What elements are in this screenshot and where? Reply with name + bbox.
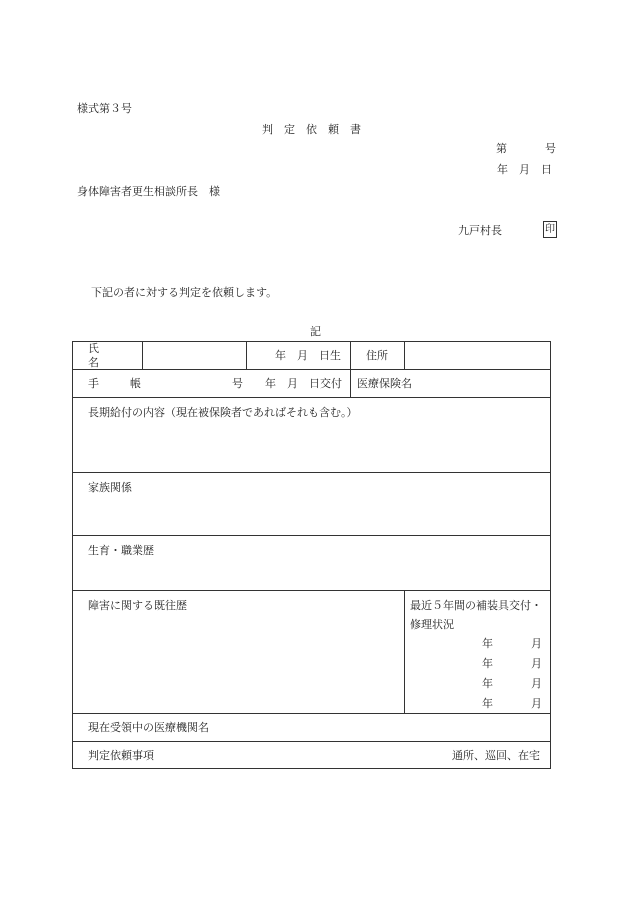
addressee: 身体障害者更生相談所長 様 bbox=[77, 185, 220, 198]
ki-heading: 記 bbox=[310, 325, 321, 338]
seal-stamp: 印 bbox=[543, 221, 557, 238]
insurance-field[interactable] bbox=[351, 370, 551, 398]
table-row bbox=[73, 398, 551, 473]
table-row bbox=[73, 536, 551, 591]
pension-field[interactable] bbox=[73, 398, 551, 473]
table-row bbox=[73, 342, 551, 370]
family-field[interactable] bbox=[73, 473, 551, 536]
issuer-name: 九戸村長 bbox=[458, 224, 502, 237]
request-form-table bbox=[72, 341, 551, 769]
career-label: 生育・職業歴 bbox=[88, 544, 154, 557]
issue-date: 年 月 日 bbox=[497, 163, 552, 176]
techo-field[interactable] bbox=[73, 370, 351, 398]
insurance-label: 医療保険名 bbox=[357, 376, 412, 390]
table-row bbox=[73, 370, 551, 398]
year-label: 年 bbox=[482, 636, 493, 650]
pension-label: 長期給付の内容（現在被保険者であればそれも含む。） bbox=[88, 406, 358, 419]
techo-issue-date: 号 年 月 日交付 bbox=[232, 376, 342, 390]
number-suffix: 号 bbox=[545, 142, 556, 155]
month-label: 月 bbox=[531, 656, 542, 670]
table-row bbox=[73, 714, 551, 742]
current-hospital-field[interactable] bbox=[73, 714, 551, 742]
table-row bbox=[73, 742, 551, 769]
judgment-label: 判定依頼事項 bbox=[88, 748, 154, 762]
month-label: 月 bbox=[531, 696, 542, 710]
form-number: 様式第３号 bbox=[77, 102, 132, 115]
document-title: 判定依頼書 bbox=[262, 123, 372, 136]
table-row bbox=[73, 591, 551, 714]
month-label: 月 bbox=[531, 636, 542, 650]
year-label: 年 bbox=[482, 696, 493, 710]
medical-history-label: 障害に関する既往歴 bbox=[88, 599, 187, 612]
judgment-options: 通所、巡回、在宅 bbox=[452, 748, 540, 762]
device-history-title2: 修理状況 bbox=[410, 618, 454, 632]
name-field[interactable] bbox=[143, 342, 247, 370]
device-history-field[interactable] bbox=[405, 591, 551, 714]
address-field[interactable] bbox=[405, 342, 551, 370]
intro-text: 下記の者に対する判定を依頼します。 bbox=[91, 286, 278, 299]
history-entry[interactable] bbox=[410, 673, 550, 693]
year-label: 年 bbox=[482, 656, 493, 670]
document-number bbox=[496, 143, 556, 154]
dob-field[interactable]: 年 月 日生 bbox=[247, 342, 351, 370]
year-label: 年 bbox=[482, 676, 493, 690]
career-field[interactable] bbox=[73, 536, 551, 591]
month-label: 月 bbox=[531, 676, 542, 690]
current-hospital-label: 現在受領中の医療機関名 bbox=[88, 721, 209, 735]
family-label: 家族関係 bbox=[88, 481, 132, 494]
judgment-field[interactable] bbox=[73, 742, 551, 769]
name-label: 氏 名 bbox=[73, 342, 143, 370]
history-entry[interactable] bbox=[410, 653, 550, 673]
techo-label: 手 帳 bbox=[88, 376, 151, 390]
device-history-title: 最近５年間の補装具交付・ bbox=[410, 599, 542, 612]
number-prefix: 第 bbox=[496, 142, 507, 155]
address-label: 住所 bbox=[351, 342, 405, 370]
table-row bbox=[73, 473, 551, 536]
history-entry[interactable] bbox=[410, 693, 550, 713]
history-entry[interactable] bbox=[410, 633, 550, 653]
medical-history-field[interactable] bbox=[73, 591, 405, 714]
